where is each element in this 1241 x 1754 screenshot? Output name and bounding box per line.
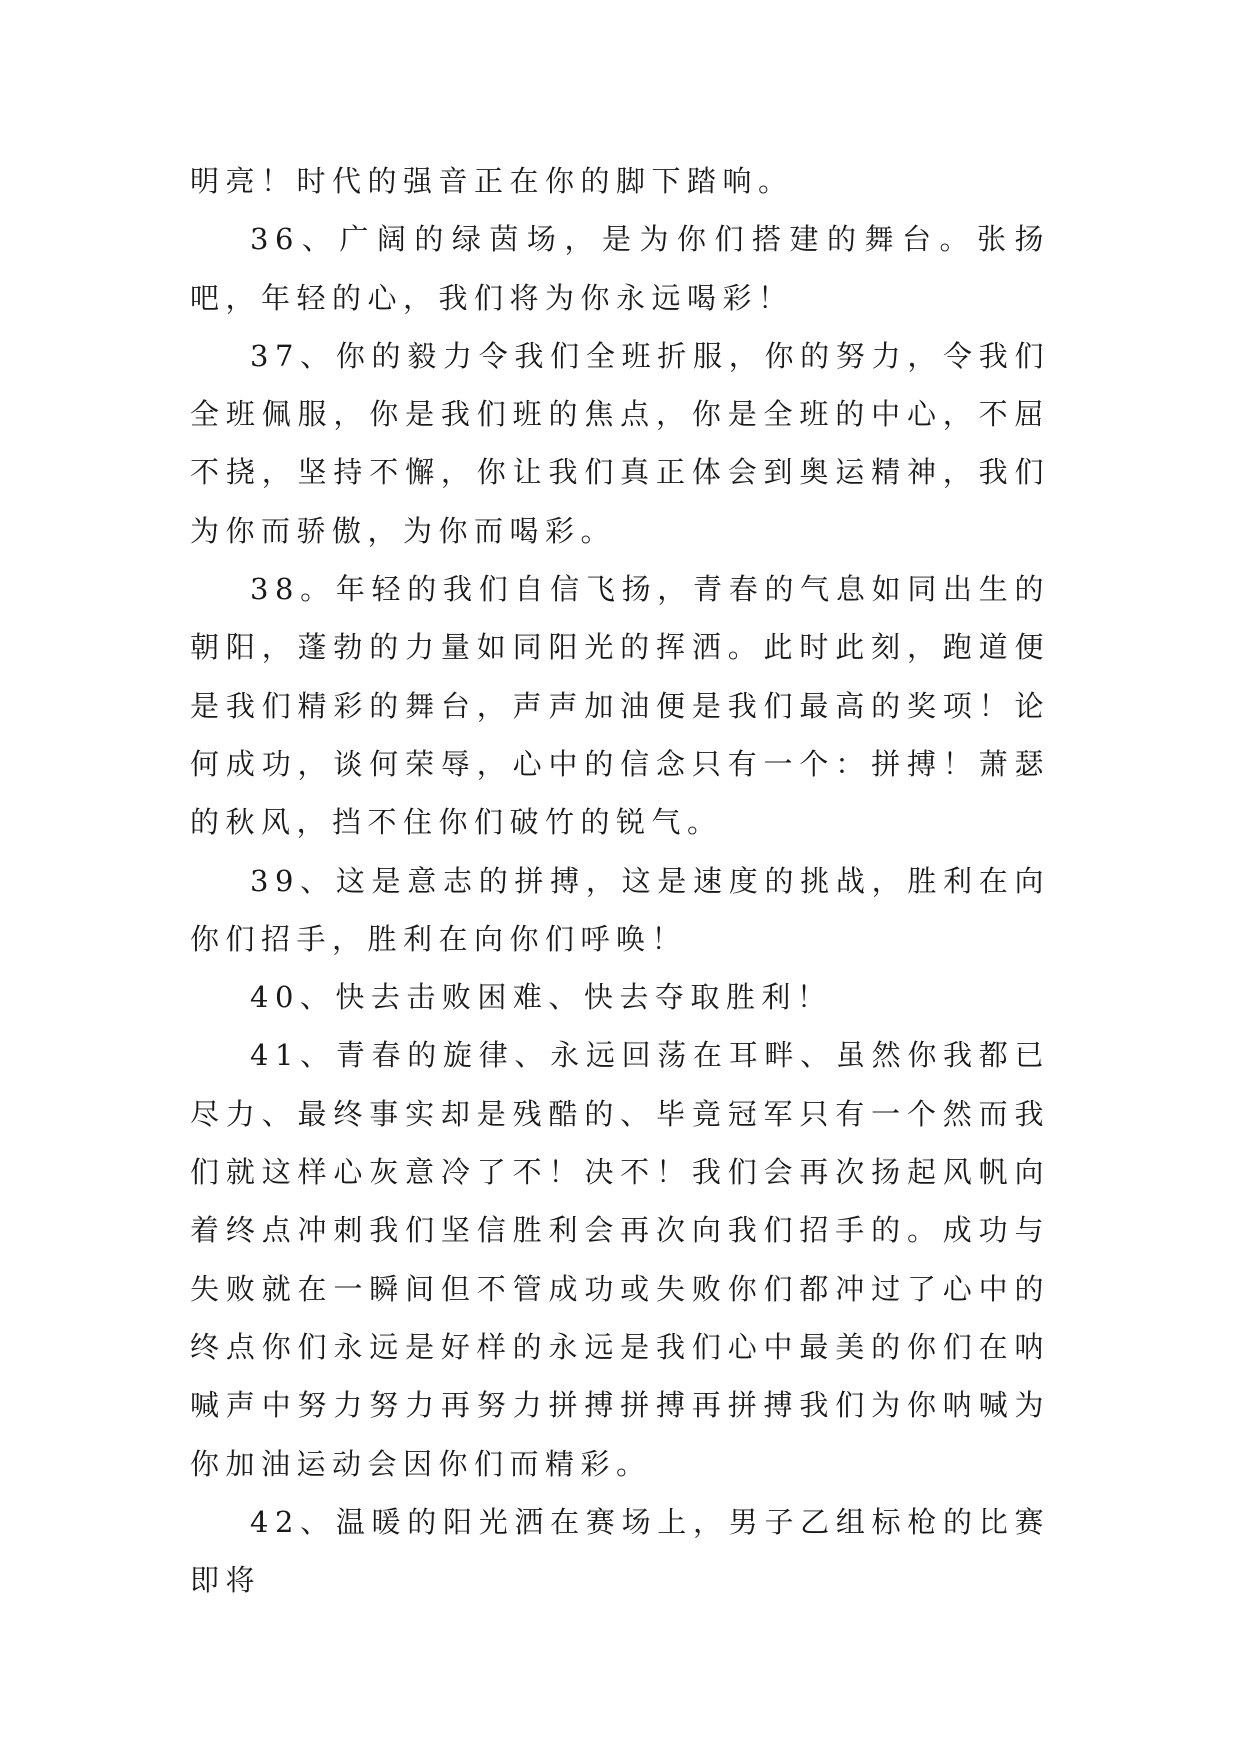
paragraph-41: 41、青春的旋律、永远回荡在耳畔、虽然你我都已尽力、最终事实却是残酷的、毕竟冠军只有一个然而我们就这样心灰意冷了不！决不！我们会再次扬起风帆向着终点冲刺我们坚信胜利会再次向我们招手的。成功与失败就在一瞬间但不管成功或失败你们都冲过了心中的终点你们永远是好样的永远是我们心中最美的你们在呐喊声中努力努力再努力拼搏拼搏再拼搏我们为你呐喊为你加油运动会因你们而精彩。 [190, 1038, 1050, 1481]
paragraph-40: 40、快去击败困难、快去夺取胜利！ [250, 980, 833, 1015]
paragraph-39: 39、这是意志的拼搏，这是速度的挑战，胜利在向你们招手，胜利在向你们呼唤！ [190, 863, 1050, 956]
paragraph-37: 37、你的毅力令我们全班折服，你的努力，令我们全班佩服，你是我们班的焦点，你是全班的中心，不屈不挠，坚持不懈，你让我们真正体会到奥运精神，我们为你而骄傲，为你而喝彩。 [190, 338, 1050, 548]
document-body [190, 152, 1050, 1609]
paragraph-42: 42、温暖的阳光洒在赛场上，男子乙组标枪的比赛即将 [190, 1504, 1050, 1598]
paragraph-35-continuation: 明亮！时代的强音正在你的脚下踏响。 [190, 164, 794, 198]
paragraph-38: 38。年轻的我们自信飞扬，青春的气息如同出生的朝阳，蓬勃的力量如同阳光的挥洒。此时此刻，跑道便是我们精彩的舞台，声声加油便是我们最高的奖项！论何成功，谈何荣辱，心中的信念只有一个：拼搏！萧瑟的秋风，挡不住你们破竹的锐气。 [190, 572, 1050, 840]
paragraph-36: 36、广阔的绿茵场，是为你们搭建的舞台。张扬吧，年轻的心，我们将为你永远喝彩！ [190, 222, 1050, 315]
